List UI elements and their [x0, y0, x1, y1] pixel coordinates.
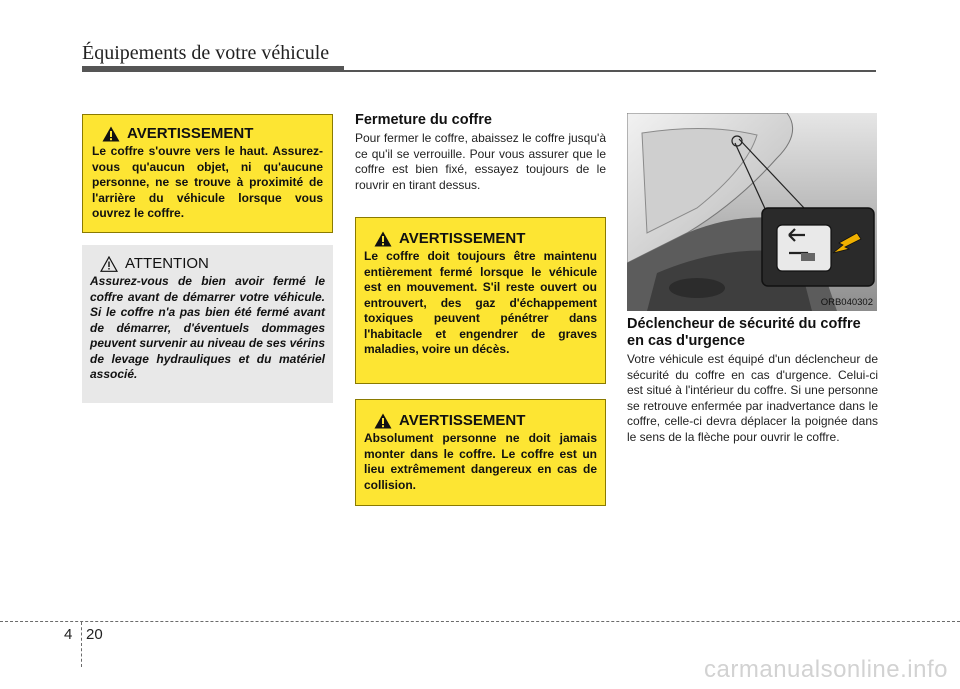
warning-box-trunk-opening	[82, 114, 333, 233]
warning-triangle-icon	[374, 231, 392, 247]
caution-triangle-icon	[100, 256, 118, 272]
caution-title-row	[90, 255, 325, 272]
warning-body: Le coffre doit toujours être maintenu entièrement fermé lorsque le véhicule est en mouvement. S'il reste ouvert ou entrouvert, des gaz d'échappement toxiques peuvent pénétrer dans l'habitacle et engendrer de graves maladies, voire un décès.	[364, 249, 597, 356]
section-text-emergency-release: Votre véhicule est équipé d'un déclencheur de sécurité du coffre en cas d'urgence. Celui-ci est situé à l'intérieur du coffre. Si une personne se retrouve enfermée par inadvertance dans le coffre, celle-ci devra déplacer la poignée dans le sens de la flèche pour ouvrir le coffre.	[627, 352, 878, 444]
warning-title-row	[364, 230, 597, 247]
trunk-illustration-icon	[627, 113, 877, 311]
section-text-closing: Pour fermer le coffre, abaissez le coffre jusqu'à ce qu'il se verrouille. Pour vous assurer que le coffre est bien fixé, essayez toujours de le rouvrir en tirant dessus.	[355, 131, 606, 192]
page-number: 20	[86, 626, 103, 643]
warning-triangle-icon	[102, 126, 120, 142]
trunk-release-figure	[627, 113, 877, 311]
warning-title: AVERTISSEMENT	[399, 230, 526, 247]
chapter-number: 4	[64, 626, 73, 643]
footer-divider	[0, 621, 960, 622]
warning-box-exhaust	[355, 217, 606, 384]
caution-box-trunk-closing	[82, 245, 333, 403]
watermark: carmanualsonline.info	[704, 656, 948, 683]
warning-title-row	[92, 125, 323, 142]
footer-page-separator	[81, 622, 82, 667]
caution-title: ATTENTION	[125, 255, 209, 272]
section-heading-closing: Fermeture du coffre	[355, 112, 492, 128]
warning-box-no-riding	[355, 399, 606, 506]
warning-triangle-icon	[374, 413, 392, 429]
warning-title-row	[364, 412, 597, 429]
section-heading-emergency-release: Déclencheur de sécurité du coffre en cas d'urgence	[627, 316, 861, 349]
warning-body: Le coffre s'ouvre vers le haut. Assurez-vous qu'aucun objet, ni qu'aucune personne, ne se trouve à proximité de l'arrière du véhicule lorsque vous ouvrez le coffre.	[92, 144, 323, 220]
figure-caption: ORB040302	[820, 297, 873, 308]
warning-title: AVERTISSEMENT	[399, 412, 526, 429]
warning-body: Absolument personne ne doit jamais monter dans le coffre. Le coffre est un lieu extrêmement dangereux en cas de collision.	[364, 431, 597, 492]
header-rule-thin	[82, 70, 876, 72]
warning-title: AVERTISSEMENT	[127, 125, 254, 142]
caution-body: Assurez-vous de bien avoir fermé le coffre avant de démarrer votre véhicule. Si le coffre n'a pas bien été fermé avant de démarrer, d'éventuels dommages peuvent survenir au niveau de ses vérins de levage hydrauliques et du matériel associé.	[90, 274, 325, 381]
page-header-title: Équipements de votre véhicule	[82, 42, 330, 64]
